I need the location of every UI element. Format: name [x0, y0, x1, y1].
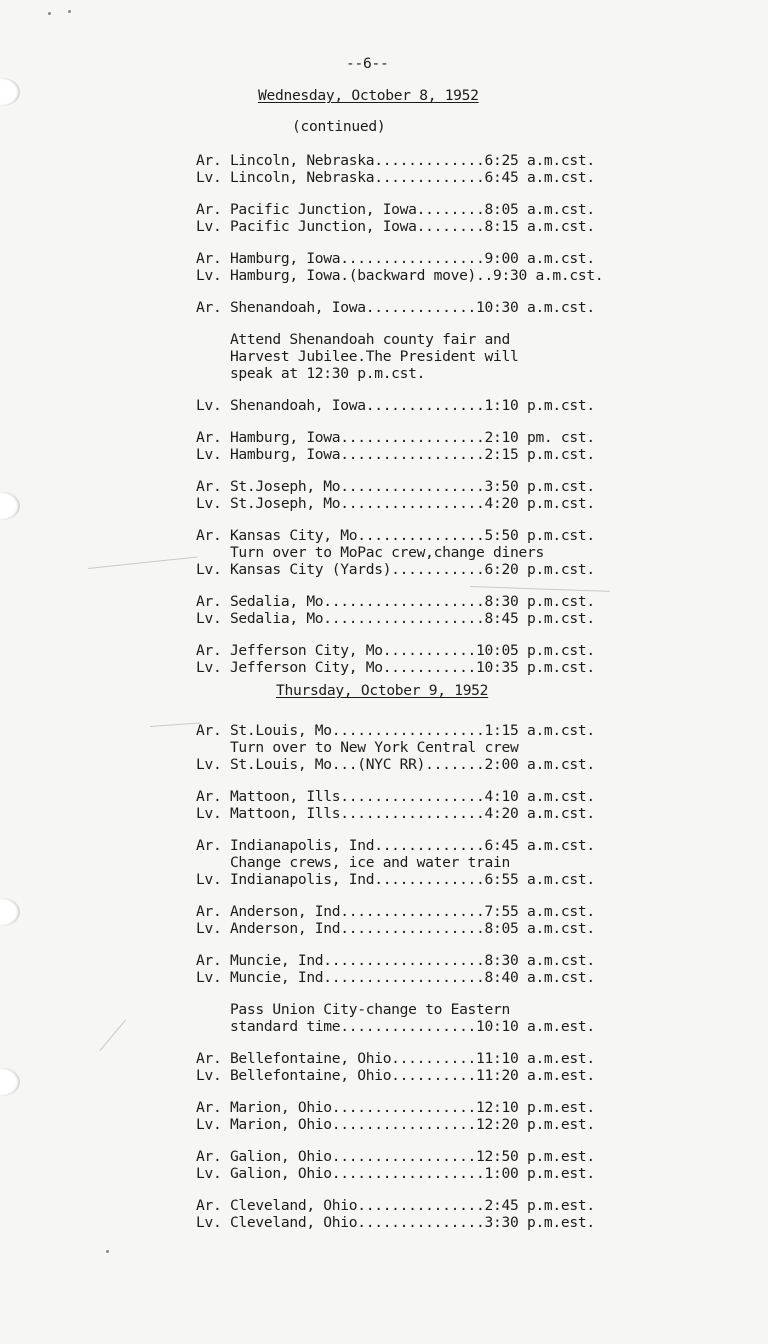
itinerary-line: Ar. Lincoln, Nebraska.............6:25 a.m.cst. — [196, 152, 595, 169]
itinerary-line: Ar. Marion, Ohio.................12:10 p.m.est. — [196, 1099, 595, 1116]
itinerary-line: Ar. Bellefontaine, Ohio..........11:10 a.m.est. — [196, 1050, 595, 1067]
pencil-mark — [150, 723, 200, 727]
itinerary-line: Lv. Galion, Ohio..................1:00 p.m.est. — [196, 1165, 595, 1182]
punch-hole-bottom — [0, 1068, 20, 1096]
itinerary-line: Lv. Hamburg, Iowa.(backward move)..9:30 a.m.cst. — [196, 267, 604, 284]
itinerary-line: Lv. Hamburg, Iowa.................2:15 p.m.cst. — [196, 446, 595, 463]
itinerary-note: Harvest Jubilee.The President will — [196, 348, 519, 365]
itinerary-line: Lv. Lincoln, Nebraska.............6:45 a.m.cst. — [196, 169, 595, 186]
itinerary-line: Lv. Muncie, Ind...................8:40 a.m.cst. — [196, 969, 595, 986]
itinerary-line: Ar. Indianapolis, Ind.............6:45 a.m.cst. — [196, 837, 595, 854]
itinerary-note: Turn over to MoPac crew,change diners — [196, 544, 544, 561]
itinerary-note: speak at 12:30 p.m.cst. — [196, 365, 426, 382]
itinerary-line: Ar. St.Louis, Mo..................1:15 a.m.cst. — [196, 722, 595, 739]
itinerary-line: Lv. Bellefontaine, Ohio..........11:20 a.m.est. — [196, 1067, 595, 1084]
itinerary-note: Turn over to New York Central crew — [196, 739, 519, 756]
itinerary-line: Ar. Galion, Ohio.................12:50 p.m.est. — [196, 1148, 595, 1165]
punch-hole-upper-middle — [0, 492, 20, 520]
itinerary-note: Attend Shenandoah county fair and — [196, 331, 510, 348]
itinerary-line: Lv. Indianapolis, Ind.............6:55 a.m.cst. — [196, 871, 595, 888]
itinerary-line: Lv. Sedalia, Mo...................8:45 p.m.cst. — [196, 610, 595, 627]
paper-speck — [68, 10, 71, 13]
day-heading-thursday: Thursday, October 9, 1952 — [276, 682, 489, 699]
itinerary-line: Lv. Shenandoah, Iowa..............1:10 p.m.cst. — [196, 397, 595, 414]
itinerary-line: Lv. Marion, Ohio.................12:20 p.m.est. — [196, 1116, 595, 1133]
itinerary-line: Lv. Pacific Junction, Iowa........8:15 a.m.cst. — [196, 218, 595, 235]
itinerary-line: Ar. Pacific Junction, Iowa........8:05 a.m.cst. — [196, 201, 595, 218]
itinerary-line: Ar. Anderson, Ind.................7:55 a.m.cst. — [196, 903, 595, 920]
paper-speck — [106, 1250, 109, 1253]
punch-hole-top — [0, 78, 20, 106]
paper-speck — [48, 12, 51, 15]
continued-label: (continued) — [292, 118, 386, 135]
pencil-mark — [100, 1020, 126, 1051]
page-number: --6-- — [346, 55, 389, 72]
itinerary-line: Lv. Anderson, Ind.................8:05 a.m.cst. — [196, 920, 595, 937]
itinerary-line: Ar. Muncie, Ind...................8:30 a.m.cst. — [196, 952, 595, 969]
pencil-mark — [88, 557, 198, 569]
itinerary-line: Lv. St.Joseph, Mo.................4:20 p.m.cst. — [196, 495, 595, 512]
itinerary-line: Lv. Cleveland, Ohio...............3:30 p.m.est. — [196, 1214, 595, 1231]
punch-hole-lower-middle — [0, 898, 20, 926]
itinerary-line: Lv. Jefferson City, Mo...........10:35 p.m.cst. — [196, 659, 595, 676]
itinerary-line: Ar. Jefferson City, Mo...........10:05 p.m.cst. — [196, 642, 595, 659]
pencil-mark — [470, 586, 610, 592]
itinerary-line: Lv. St.Louis, Mo...(NYC RR).......2:00 a.m.cst. — [196, 756, 595, 773]
itinerary-line: Ar. Cleveland, Ohio...............2:45 p.m.est. — [196, 1197, 595, 1214]
itinerary-note: Change crews, ice and water train — [196, 854, 510, 871]
itinerary-line: Lv. Mattoon, Ills.................4:20 a.m.cst. — [196, 805, 595, 822]
day-heading-wednesday: Wednesday, October 8, 1952 — [258, 87, 479, 104]
itinerary-line: Lv. Kansas City (Yards)...........6:20 p.m.cst. — [196, 561, 595, 578]
itinerary-line: Ar. Hamburg, Iowa.................9:00 a.m.cst. — [196, 250, 595, 267]
itinerary-note: Pass Union City-change to Eastern — [196, 1001, 510, 1018]
itinerary-line: Ar. Mattoon, Ills.................4:10 a.m.cst. — [196, 788, 595, 805]
itinerary-line: Ar. Kansas City, Mo...............5:50 p.m.cst. — [196, 527, 595, 544]
itinerary-line: Ar. Hamburg, Iowa.................2:10 pm. cst. — [196, 429, 595, 446]
itinerary-line: Ar. Sedalia, Mo...................8:30 p.m.cst. — [196, 593, 595, 610]
itinerary-line: Ar. Shenandoah, Iowa.............10:30 a.m.cst. — [196, 299, 595, 316]
itinerary-line: standard time................10:10 a.m.est. — [196, 1018, 595, 1035]
itinerary-line: Ar. St.Joseph, Mo.................3:50 p.m.cst. — [196, 478, 595, 495]
